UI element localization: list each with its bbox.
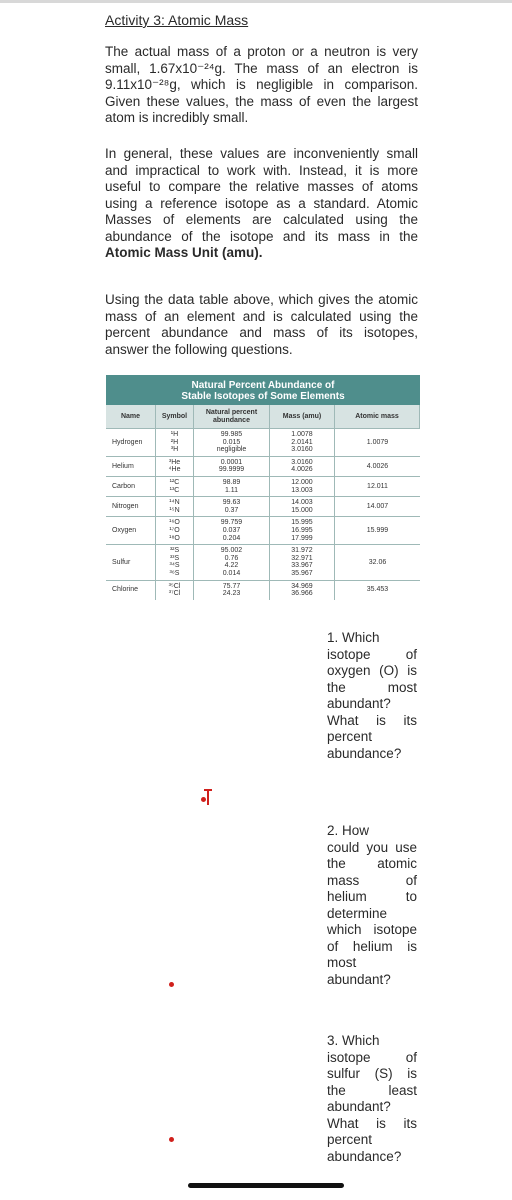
table-cell-mass [270, 516, 335, 544]
cell-lines: Hydrogen [112, 438, 143, 446]
table-cell-abundance [194, 496, 270, 516]
cell-lines: 34.969 36.966 [291, 582, 313, 598]
amu-term: Atomic Mass Unit (amu). [105, 245, 263, 260]
header-atomic-mass: Atomic mass [335, 405, 420, 428]
question-3 [327, 1033, 417, 1165]
table-cell-symbol [156, 456, 194, 476]
question-3-number: 3. Which [327, 1033, 380, 1048]
table-cell-abundance [194, 580, 270, 600]
cell-lines: 31.972 32.971 33.967 35.967 [291, 547, 313, 577]
table-cell-symbol [156, 476, 194, 496]
cell-lines: Chlorine [112, 586, 139, 594]
table-cell-name [106, 580, 156, 600]
header-name: Name [106, 405, 156, 428]
cell-lines: 99.985 0.015 negligible [216, 431, 247, 454]
header-abundance: Natural percent abundance [194, 405, 270, 428]
table-cell-atomic-mass [335, 580, 420, 600]
question-3-text: isotope of sulfur (S) is the least abundant? What is its percent abundance? [327, 1049, 417, 1164]
table-title-line2: Stable Isotopes of Some Elements [181, 391, 345, 402]
cell-lines: 12.011 [367, 482, 388, 490]
table-cell-atomic-mass [335, 544, 420, 579]
table-title [106, 375, 420, 405]
header-symbol: Symbol [156, 405, 194, 428]
cell-lines: 0.0001 99.9999 [218, 458, 245, 474]
table-cell-name [106, 476, 156, 496]
cell-lines: 95.002 0.76 4.22 0.014 [220, 547, 243, 577]
table-cell-mass [270, 580, 335, 600]
question-2-text: could you use the atomic mass of helium to determine which isotope of helium is most abundant? [327, 839, 417, 987]
cell-lines: Carbon [112, 482, 135, 490]
cell-lines: 98.89 1.11 [222, 478, 241, 494]
table-cell-mass [270, 544, 335, 579]
table-cell-abundance [194, 544, 270, 579]
cell-lines: Sulfur [112, 558, 131, 566]
table-cell-name [106, 456, 156, 476]
table-cell-abundance [194, 428, 270, 456]
cell-lines: 3.0160 4.0026 [291, 458, 313, 474]
cell-lines: ³⁵Cl ³⁷Cl [168, 582, 181, 598]
cell-lines: ³²S ³³S ³⁴S ³⁶S [169, 547, 180, 577]
table-cell-abundance [194, 476, 270, 496]
cell-lines: 1.0078 2.0141 3.0160 [291, 431, 313, 454]
home-indicator[interactable] [188, 1183, 344, 1188]
table-cell-symbol [156, 428, 194, 456]
page-title: Activity 3: Atomic Mass [105, 12, 249, 28]
text-cursor-icon [207, 789, 209, 805]
table-cell-atomic-mass [335, 456, 420, 476]
cell-lines: 14.007 [366, 502, 389, 510]
cell-lines: 99.759 0.037 0.204 [220, 519, 243, 542]
table-cell-symbol [156, 544, 194, 579]
cell-lines: 15.999 [366, 526, 389, 534]
cell-lines: ¹⁶O ¹⁷O ¹⁸O [169, 519, 180, 542]
paragraph-amu-text: In general, these values are inconveniently small and impractical to work with. Instead, it is more useful to compare the relative masses of atoms using a reference isotope as a standard. Atomic Masses of elements are calculated using the abundance of the isotope and its mass in the [105, 146, 418, 244]
annotation-dot-1 [201, 797, 206, 802]
cell-lines: ³He ⁴He [168, 458, 181, 474]
cell-lines: 12.000 13.003 [291, 478, 313, 494]
table-cell-abundance [194, 456, 270, 476]
question-1 [327, 630, 417, 762]
paragraph-intro: The actual mass of a proton or a neutron is very small, 1.67x10⁻²⁴g. The mass of an electron is 9.11x10⁻²⁸g, which is negligible in comparison. Given these values, the mass of even the largest atom is incredibly small. [105, 44, 418, 125]
table-cell-name [106, 428, 156, 456]
annotation-dot-3 [169, 1137, 174, 1142]
cell-lines: Nitrogen [112, 502, 139, 510]
cell-lines: ¹H ²H ³H [170, 431, 179, 454]
cell-lines: 4.0026 [366, 462, 389, 470]
table-cell-atomic-mass [335, 428, 420, 456]
cell-lines: 1.0079 [366, 438, 389, 446]
cell-lines: 14.003 15.000 [291, 499, 313, 514]
cell-lines: 99.63 0.37 [222, 499, 241, 514]
table-cell-atomic-mass [335, 516, 420, 544]
table-grid [106, 405, 420, 600]
table-cell-name [106, 496, 156, 516]
table-cell-name [106, 516, 156, 544]
table-cell-symbol [156, 516, 194, 544]
table-cell-mass [270, 496, 335, 516]
cell-lines: Helium [112, 462, 134, 470]
table-cell-abundance [194, 516, 270, 544]
table-cell-symbol [156, 580, 194, 600]
cell-lines: 32.06 [368, 558, 387, 566]
table-cell-symbol [156, 496, 194, 516]
paragraph-amu [105, 146, 418, 262]
table-cell-mass [270, 476, 335, 496]
cell-lines: 15.995 16.995 17.999 [291, 519, 313, 542]
isotope-table [106, 375, 420, 600]
table-cell-mass [270, 428, 335, 456]
cell-lines: 75.77 24.23 [222, 582, 241, 598]
table-cell-atomic-mass [335, 496, 420, 516]
cell-lines: ¹²C ¹³C [169, 478, 180, 494]
annotation-dot-2 [169, 982, 174, 987]
table-cell-atomic-mass [335, 476, 420, 496]
top-divider [0, 0, 512, 3]
cell-lines: Oxygen [112, 526, 137, 534]
table-cell-name [106, 544, 156, 579]
question-1-number: 1. Which [327, 630, 380, 645]
paragraph-instructions: Using the data table above, which gives the atomic mass of an element and is calculated using the percent abundance and mass of its isotopes, answer the following questions. [105, 292, 418, 357]
table-cell-mass [270, 456, 335, 476]
header-mass: Mass (amu) [270, 405, 335, 428]
question-2-number: 2. How [327, 823, 370, 838]
question-1-text: isotope of oxygen (O) is the most abundant? What is its percent abundance? [327, 646, 417, 761]
table-title-line1: Natural Percent Abundance of [191, 380, 335, 391]
cell-lines: ¹⁴N ¹⁵N [169, 499, 180, 514]
cell-lines: 35.453 [366, 586, 389, 594]
question-2 [327, 823, 417, 988]
